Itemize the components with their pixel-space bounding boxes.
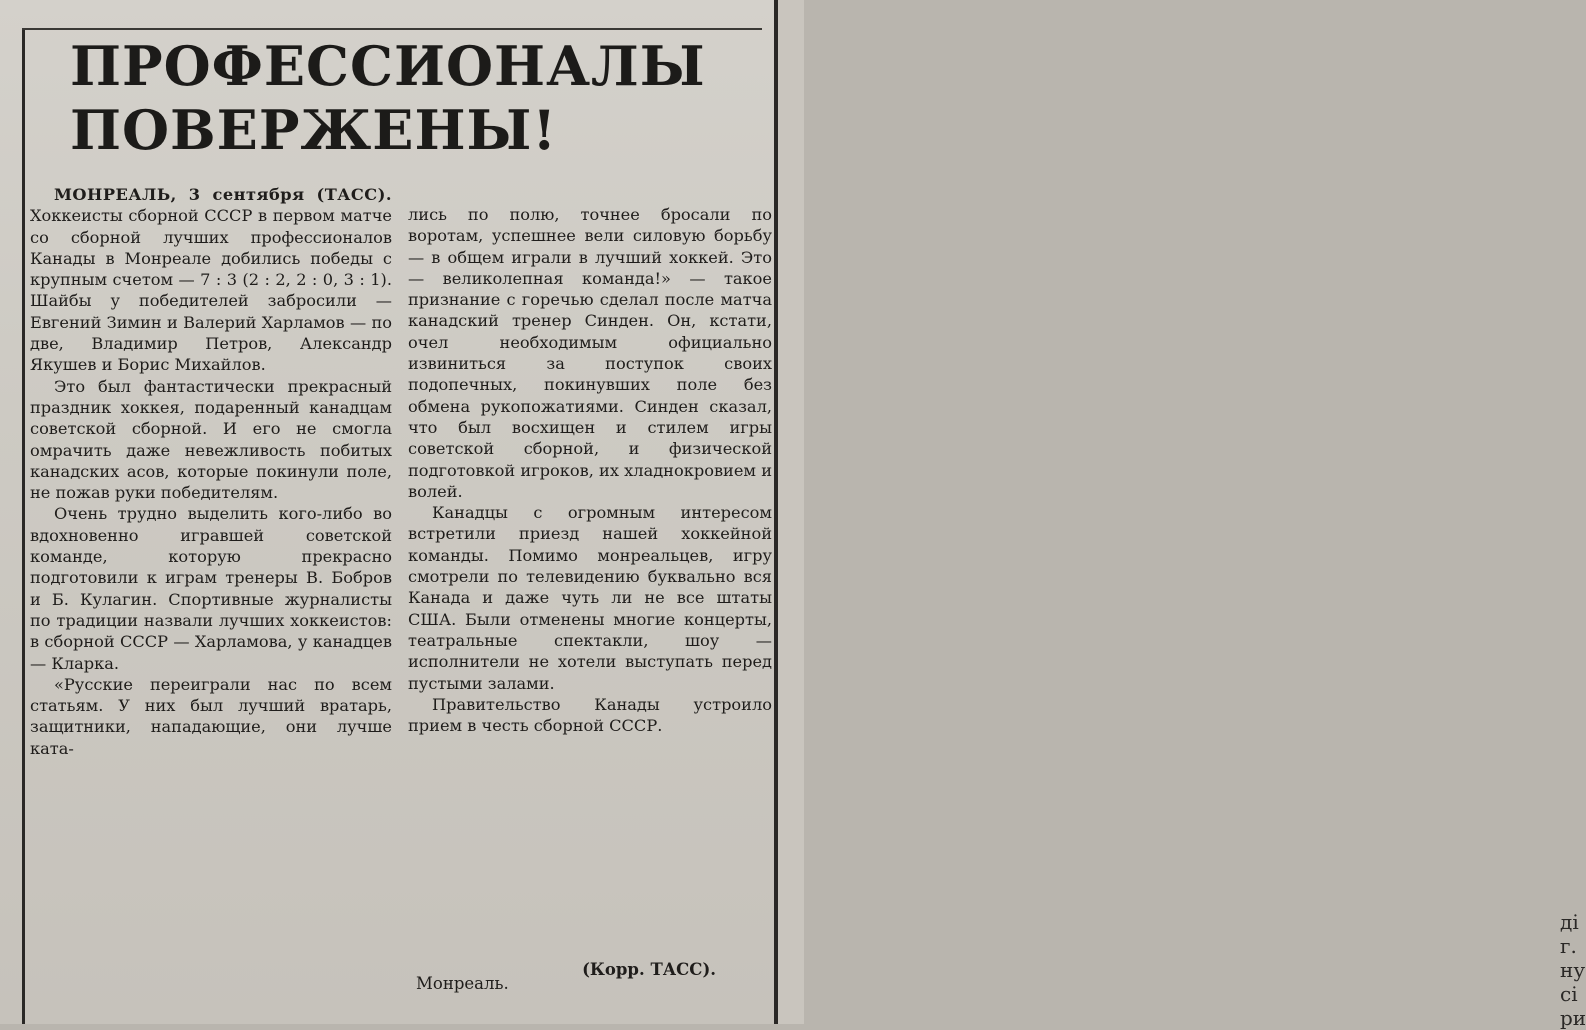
- article-column-2: [408, 204, 772, 736]
- fragment-text: ну: [1560, 958, 1586, 982]
- article-paragraph: лись по полю, точнее бросали по воротам, успешнее вели силовую борьбу — в общем играли в лучший хоккей. Это — великолепная команда!» — такое признание с горечью сделал после матча канадский тренер Синден. Он, кстати, очел необходимым официально извиниться за поступок своих подопечных, покинувших поле без обмена рукопожатиями. Синден сказал, что был восхищен и стилем игры советской сборной, и физической подготовкой игроков, их хладнокровием и волей.: [408, 205, 772, 501]
- fragment-text: ри: [1560, 1006, 1586, 1030]
- fragment-text: ді: [1560, 910, 1579, 934]
- article-signoff: [408, 960, 772, 1000]
- column-rule-left: [22, 30, 25, 1024]
- article-paragraph: Это был фантастически прекрасный праздник хоккея, подаренный канадцам советской сборной. И его не смогла омрачить даже невежливость побитых канадских асов, которые покинули поле, не пожав руки победителям.: [30, 376, 392, 503]
- headline-line-1: ПРОФЕССИОНАЛЫ: [70, 34, 706, 98]
- article-paragraph: [30, 184, 392, 376]
- article-paragraph: Очень трудно выделить кого-либо во вдохновенно игравшей советской команде, которую прекрасно подготовили к играм тренеры В. Бобров и Б. Кулагин. Спортивные журналисты по традиции назвали лучших хоккеистов: в сборной СССР — Харламова, у канадцев — Кларка.: [30, 504, 392, 673]
- article-headline: [70, 34, 750, 162]
- headline-line-2: ПОВЕРЖЕНЫ!: [70, 98, 558, 162]
- correspondent-credit: (Корр. ТАСС).: [582, 960, 716, 979]
- fragment-text: сі: [1560, 982, 1578, 1006]
- column-rule-top: [22, 28, 762, 30]
- article-column-1: [30, 184, 392, 759]
- paragraph-text: Хоккеисты сборной СССР в первом матче со сборной лучших профессионалов Канады в Монреале добились победы с крупным счетом — 7 : 3 (2 : 2, 2 : 0, 3 : 1). Шайбы у победителей забросили — Евгений Зимин и Валерий Харламов — по две, Владимир Петров, Александр Якушев и Борис Михайлов.: [30, 206, 392, 375]
- place-line: Монреаль.: [416, 974, 509, 993]
- article-paragraph: Канадцы с огромным интересом встретили приезд нашей хоккейной команды. Помимо монреальцев, игру смотрели по телевидению буквально вся Канада и даже чуть ли не все штаты США. Были отменены многие концерты, театральные спектакли, шоу — исполнители не хотели выступать перед пустыми залами.: [408, 503, 772, 693]
- adjacent-column-fragment: [778, 0, 1586, 1030]
- article-paragraph: Правительство Канады устроило прием в честь сборной СССР.: [408, 694, 772, 736]
- article-paragraph: «Русские переиграли нас по всем статьям. У них был лучший вратарь, защитники, нападающие, они лучше ката-: [30, 674, 392, 758]
- dateline: МОНРЕАЛЬ, 3 сентября (ТАСС).: [54, 185, 392, 204]
- fragment-text: г.: [1560, 934, 1577, 958]
